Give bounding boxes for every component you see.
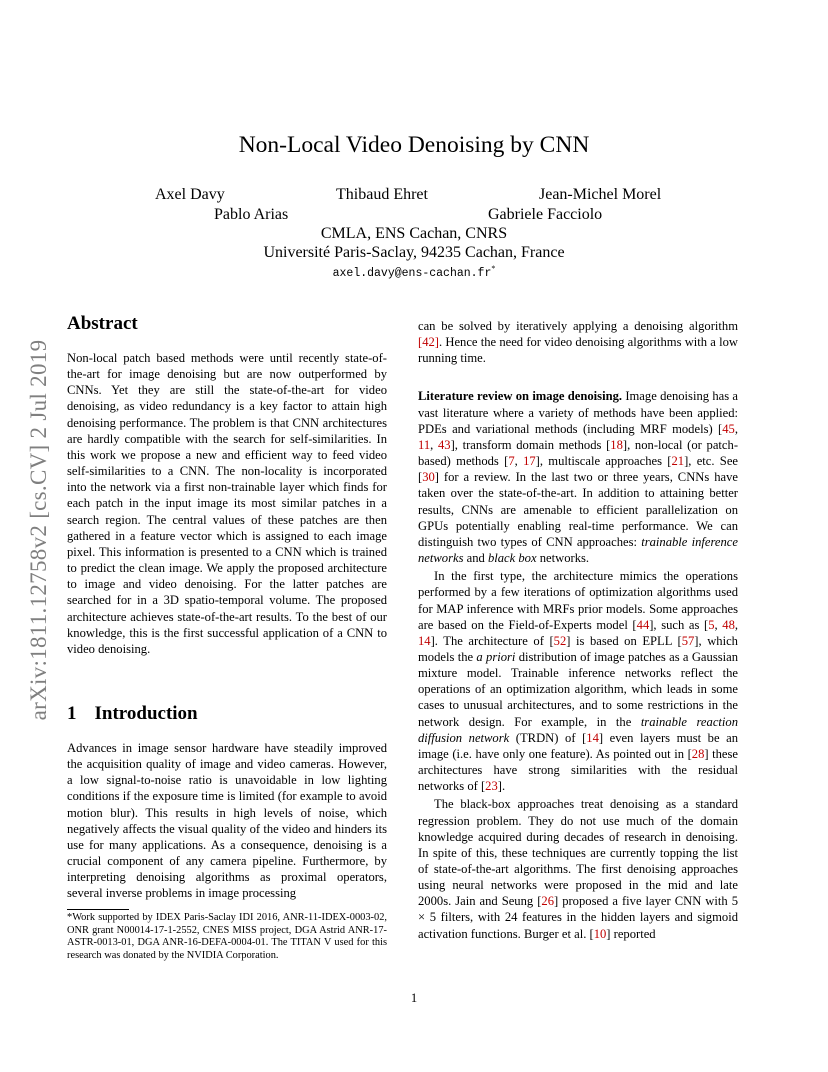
citation-link[interactable]: 57 — [681, 633, 695, 648]
citation-link[interactable]: 14 — [418, 633, 431, 648]
intro-continuation: can be solved by iteratively applying a denoising algorithm [42]. Hence the need for video denoising algorithms with a low running time. — [418, 319, 738, 366]
abstract-text: Non-local patch based methods were until recently state-of-the-art for image denoising but are now outperformed by CNNs. Yet they are still the state-of-the-art for video denoising, as video redundancy is a key factor to attain high denoising performance. The problem is that CNN architectures are hardly compatible with the search for self-similarities. In this work we propose a new and efficient way to feed video self-similarities to a CNN. The non-locality is incorporated into the network via a first non-trainable layer which finds for each patch in the input image its most similar patches in a search region. The central values of these patches are then gathered in a feature vector which is assigned to each image pixel. This information is presented to a CNN which is trained to predict the clean image. We apply the proposed architecture to image and video denoising. For the latter patches are searched for in a 3D spatio-temporal volume. The proposed architecture achieves state-of-the-art results. To the best of our knowledge, this is the first successful application of a CNN to video denoising. — [67, 351, 387, 656]
citation-link[interactable]: 18 — [610, 437, 623, 452]
section-title: Introduction — [94, 703, 198, 724]
author-jean-michel-morel: Jean-Michel Morel — [539, 186, 662, 203]
citation-link[interactable]: 7 — [508, 454, 515, 469]
trainable-inference-paragraph: In the first type, the architecture mimics the operations performed by a few iterations of optimization algorithms used for MAP inference with MRFs prior models. Some approaches are based on the Field-of-Experts model [44], such as [5, 48, 14]. The architecture of [52] is based on EPLL [57], which models the a priori distribution of image patches as a Gaussian mixture model. Trainable inference networks reflect the operations of an optimization algorithm, which leads in some cases to unusual architectures, and to some restrictions in the network design. For example, in the trainable reaction diffusion network (TRDN) of [14] even layers must be an image (i.e. have only one feature). As pointed out in [28] these architectures have strong similarities with the residual networks of [23]. — [418, 569, 739, 794]
citation-link[interactable]: 30 — [422, 470, 435, 485]
footnote: *Work supported by IDEX Paris-Saclay IDI 2016, ANR-11-IDEX-0003-02, ONR grant N00014-17-1-2552, CNES MISS project, DGA Astrid ANR-17-ASTR-0013-01, DGA ANR-16-DEFA-0004-01. The TITAN V used for this research was donated by the NVIDIA Corporation. — [67, 912, 387, 962]
author-axel-davy: Axel Davy — [155, 186, 225, 203]
introduction-body — [67, 740, 387, 902]
footnote-rule — [67, 909, 129, 910]
introduction-heading — [67, 703, 198, 725]
author-gabriele-facciolo: Gabriele Facciolo — [488, 206, 603, 223]
author-pablo-arias: Pablo Arias — [214, 206, 289, 223]
author-thibaud-ehret: Thibaud Ehret — [336, 186, 428, 203]
citation-link[interactable]: 10 — [593, 926, 607, 941]
right-column — [418, 318, 738, 942]
paper-title: Non-Local Video Denoising by CNN — [238, 132, 590, 158]
citation-link[interactable]: 21 — [671, 454, 685, 469]
citation-link[interactable]: 23 — [485, 779, 498, 794]
email-footnote-mark: * — [491, 264, 496, 273]
citation-link[interactable]: 44 — [636, 617, 650, 632]
arxiv-identifier-text: arXiv:1811.12758v2 [cs.CV] 2 Jul 2019 — [26, 339, 51, 721]
citation-link[interactable]: 52 — [553, 633, 567, 648]
affiliation-line2: Université Paris-Saclay, 94235 Cachan, France — [263, 244, 565, 261]
literature-review-paragraph: Literature review on image denoising. Image denoising has a vast literature where a variety of methods have been applied: PDEs and variational methods (including MRF models) [45, 11, 43], transform domain methods [18], non-local (or patch-based) methods [7, 17], multiscale approaches [21], etc. See [30] for a review. In the last two or three years, CNNs have taken over the state-of-the-art. In addition to attaining better results, CNNs are amenable to efficient parallelization on GPUs potentially enabling real-time performance. We can distinguish two types of CNN approaches: trainable inference networks and black box networks. — [418, 389, 739, 566]
citation-link[interactable]: 28 — [691, 746, 705, 761]
section-number: 1 — [67, 703, 77, 724]
intro-paragraph-1: Advances in image sensor hardware have steadily improved the acquisition quality of image and video cameras. However, a low signal-to-noise ratio is unavoidable in low lighting conditions if the exposure time is limited (for example to avoid motion blur). This results in high levels of noise, which negatively affects the visual quality of the video and hinders its use for many applications. As a consequence, denoising is a crucial component of any camera pipeline. Furthermore, by interpreting denoising algorithms as proximal operators, several inverse problems in image processing — [67, 741, 387, 901]
page-number: 1 — [410, 991, 418, 1005]
literature-review-heading: Literature review on image denoising. — [418, 389, 623, 404]
citation-link[interactable]: 43 — [437, 437, 451, 452]
abstract-heading: Abstract — [67, 313, 138, 334]
citation-link[interactable]: 14 — [586, 730, 599, 745]
arxiv-identifier — [28, 300, 50, 760]
email-text: axel.davy@ens-cachan.fr — [332, 266, 492, 280]
citation-link[interactable]: 5 — [708, 617, 715, 632]
black-box-paragraph: The black-box approaches treat denoising as a standard regression problem. They do not use much of the domain knowledge acquired during decades of research in denoising. In spite of this, these techniques are currently topping the list of state-of-the-art algorithms. The first denoising approaches using neural networks were proposed in the mid and late 2000s. Jain and Seung [26] proposed a five layer CNN with 5 × 5 filters, with 24 features in the hidden layers and sigmoid activation functions. Burger et al. [10] reported — [418, 797, 738, 941]
citation-link[interactable]: 26 — [541, 894, 554, 909]
citation-link[interactable]: 48 — [722, 617, 735, 632]
author-email[interactable] — [0, 264, 828, 280]
affiliation-line1: CMLA, ENS Cachan, CNRS — [320, 225, 508, 242]
citation-link[interactable]: 11 — [418, 437, 431, 452]
citation-link[interactable]: [42] — [418, 335, 439, 350]
citation-link[interactable]: 17 — [523, 454, 536, 469]
citation-link[interactable]: 45 — [722, 421, 735, 436]
abstract-body — [67, 350, 387, 657]
